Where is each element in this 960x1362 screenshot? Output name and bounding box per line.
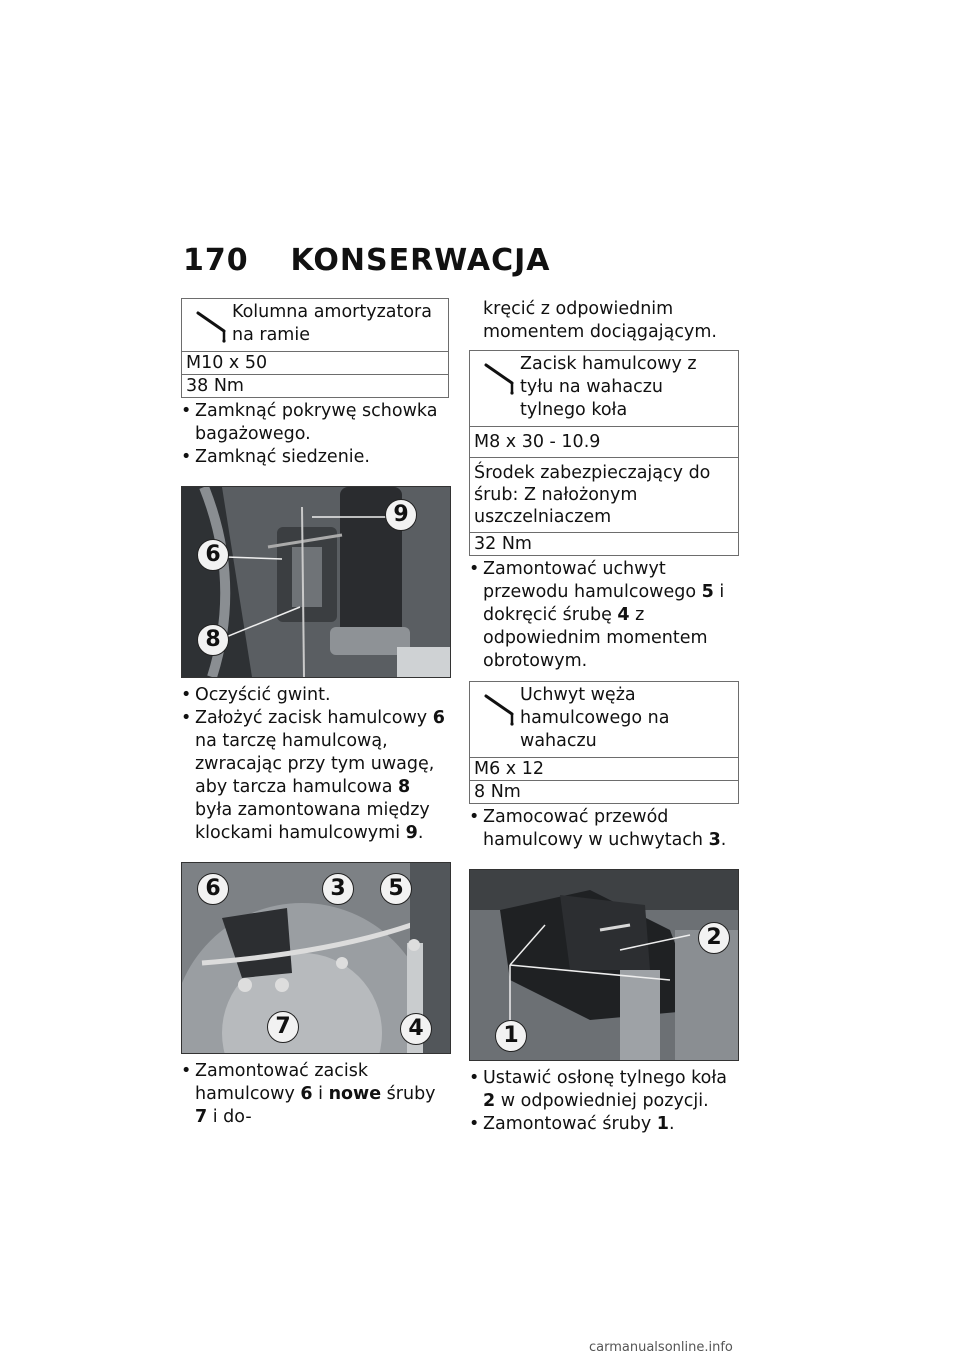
text: . bbox=[720, 830, 727, 850]
step-list bbox=[181, 1060, 449, 1129]
text: na tarczę hamulcową, zwracając przy tym uwagę, aby tarcza hamulcowa bbox=[195, 731, 435, 797]
text: Zamocować przewód hamulcowy w uchwytach bbox=[483, 807, 709, 850]
text: Założyć zacisk hamulcowy bbox=[195, 708, 433, 728]
callout-label: 8 bbox=[197, 624, 229, 656]
torque-wrench-icon bbox=[182, 299, 232, 351]
photo-brake-caliper-disc bbox=[181, 486, 451, 678]
spec-title: Uchwyt węża hamulcowego na wahaczu bbox=[520, 685, 670, 751]
ref-number: 8 bbox=[398, 777, 411, 797]
list-item bbox=[181, 1060, 449, 1129]
text: i bbox=[312, 1084, 329, 1104]
text: i do- bbox=[207, 1107, 252, 1127]
callout-label: 4 bbox=[400, 1013, 432, 1045]
text: była zamontowana między klockami hamulcowymi bbox=[195, 800, 430, 843]
callout-label: 2 bbox=[698, 922, 730, 954]
text: Zamontować zacisk hamulcowy bbox=[195, 1061, 368, 1104]
callout-label: 9 bbox=[385, 499, 417, 531]
text: z odpowiednim momentem obrotowym. bbox=[483, 605, 708, 671]
ref-number: 2 bbox=[483, 1091, 496, 1111]
ref-number: 7 bbox=[195, 1107, 208, 1127]
callout-label: 1 bbox=[495, 1020, 527, 1052]
text: Zamontować uchwyt przewodu hamulcowego bbox=[483, 559, 702, 602]
step-list bbox=[181, 684, 449, 845]
continued-text: kręcić z odpowiednim momentem dociągającym. bbox=[483, 299, 717, 342]
spec-row: 32 Nm bbox=[474, 534, 532, 554]
photo-caliper-mounting bbox=[181, 862, 451, 1054]
torque-wrench-icon bbox=[470, 351, 520, 426]
text: Ustawić osłonę tylnego koła bbox=[483, 1068, 728, 1088]
spec-row: 8 Nm bbox=[474, 782, 521, 802]
ref-number: 9 bbox=[405, 823, 418, 843]
photo-rear-wheel-cover bbox=[469, 869, 739, 1061]
ref-number: 6 bbox=[300, 1084, 313, 1104]
watermark-footer: carmanualsonline.info bbox=[589, 1340, 733, 1355]
spec-row: M10 x 50 bbox=[182, 352, 448, 375]
text: . bbox=[668, 1114, 675, 1134]
left-column bbox=[181, 298, 449, 1129]
list-item: • Zamknąć pokrywę schowka bagażowego. bbox=[181, 400, 449, 446]
callout-label: 5 bbox=[380, 873, 412, 905]
list-item: • Zamknąć siedzenie. bbox=[181, 446, 449, 469]
list-item bbox=[469, 1113, 739, 1136]
list-item: • Oczyścić gwint. bbox=[181, 684, 449, 707]
spec-title: Zacisk hamulcowy z tyłu na wahaczu tylnego koła bbox=[520, 354, 697, 420]
text: w odpowiedniej pozycji. bbox=[495, 1091, 709, 1111]
ref-number: 5 bbox=[701, 582, 714, 602]
text: śruby bbox=[381, 1084, 436, 1104]
right-column bbox=[469, 298, 739, 1136]
spec-row: M6 x 12 bbox=[470, 758, 738, 781]
page-number: 170 bbox=[183, 243, 249, 278]
section-title: KONSERWACJA bbox=[290, 243, 551, 278]
text: Zamontować śruby bbox=[483, 1114, 657, 1134]
step-list bbox=[469, 806, 739, 852]
step-list bbox=[469, 1067, 739, 1136]
list-item bbox=[469, 1067, 739, 1113]
callout-label: 6 bbox=[197, 873, 229, 905]
text: i dokręcić śrubę bbox=[483, 582, 725, 625]
torque-wrench-icon bbox=[470, 682, 520, 757]
spec-table-caliper-swingarm bbox=[469, 350, 739, 556]
ref-number: 4 bbox=[617, 605, 630, 625]
spec-title: Kolumna amortyzatora na ramie bbox=[232, 302, 432, 345]
list-item bbox=[469, 558, 739, 673]
spec-row: 38 Nm bbox=[186, 376, 244, 396]
ref-number: 1 bbox=[656, 1114, 669, 1134]
text: . bbox=[417, 823, 424, 843]
page-header bbox=[183, 243, 551, 278]
callout-label: 7 bbox=[267, 1011, 299, 1043]
list-item bbox=[181, 707, 449, 845]
spec-table-brake-hose-holder bbox=[469, 681, 739, 804]
list-item bbox=[469, 806, 739, 852]
spec-table-shock-absorber bbox=[181, 298, 449, 398]
ref-number: 6 bbox=[432, 708, 445, 728]
emphasis: nowe bbox=[328, 1084, 382, 1104]
spec-row: M8 x 30 - 10.9 bbox=[470, 427, 738, 458]
spec-row: Środek zabezpieczający do śrub: Z nałożonym uszczelniaczem bbox=[470, 458, 738, 533]
step-list bbox=[181, 400, 449, 469]
callout-label: 3 bbox=[322, 873, 354, 905]
ref-number: 3 bbox=[708, 830, 721, 850]
step-list bbox=[469, 558, 739, 673]
callout-label: 6 bbox=[197, 539, 229, 571]
